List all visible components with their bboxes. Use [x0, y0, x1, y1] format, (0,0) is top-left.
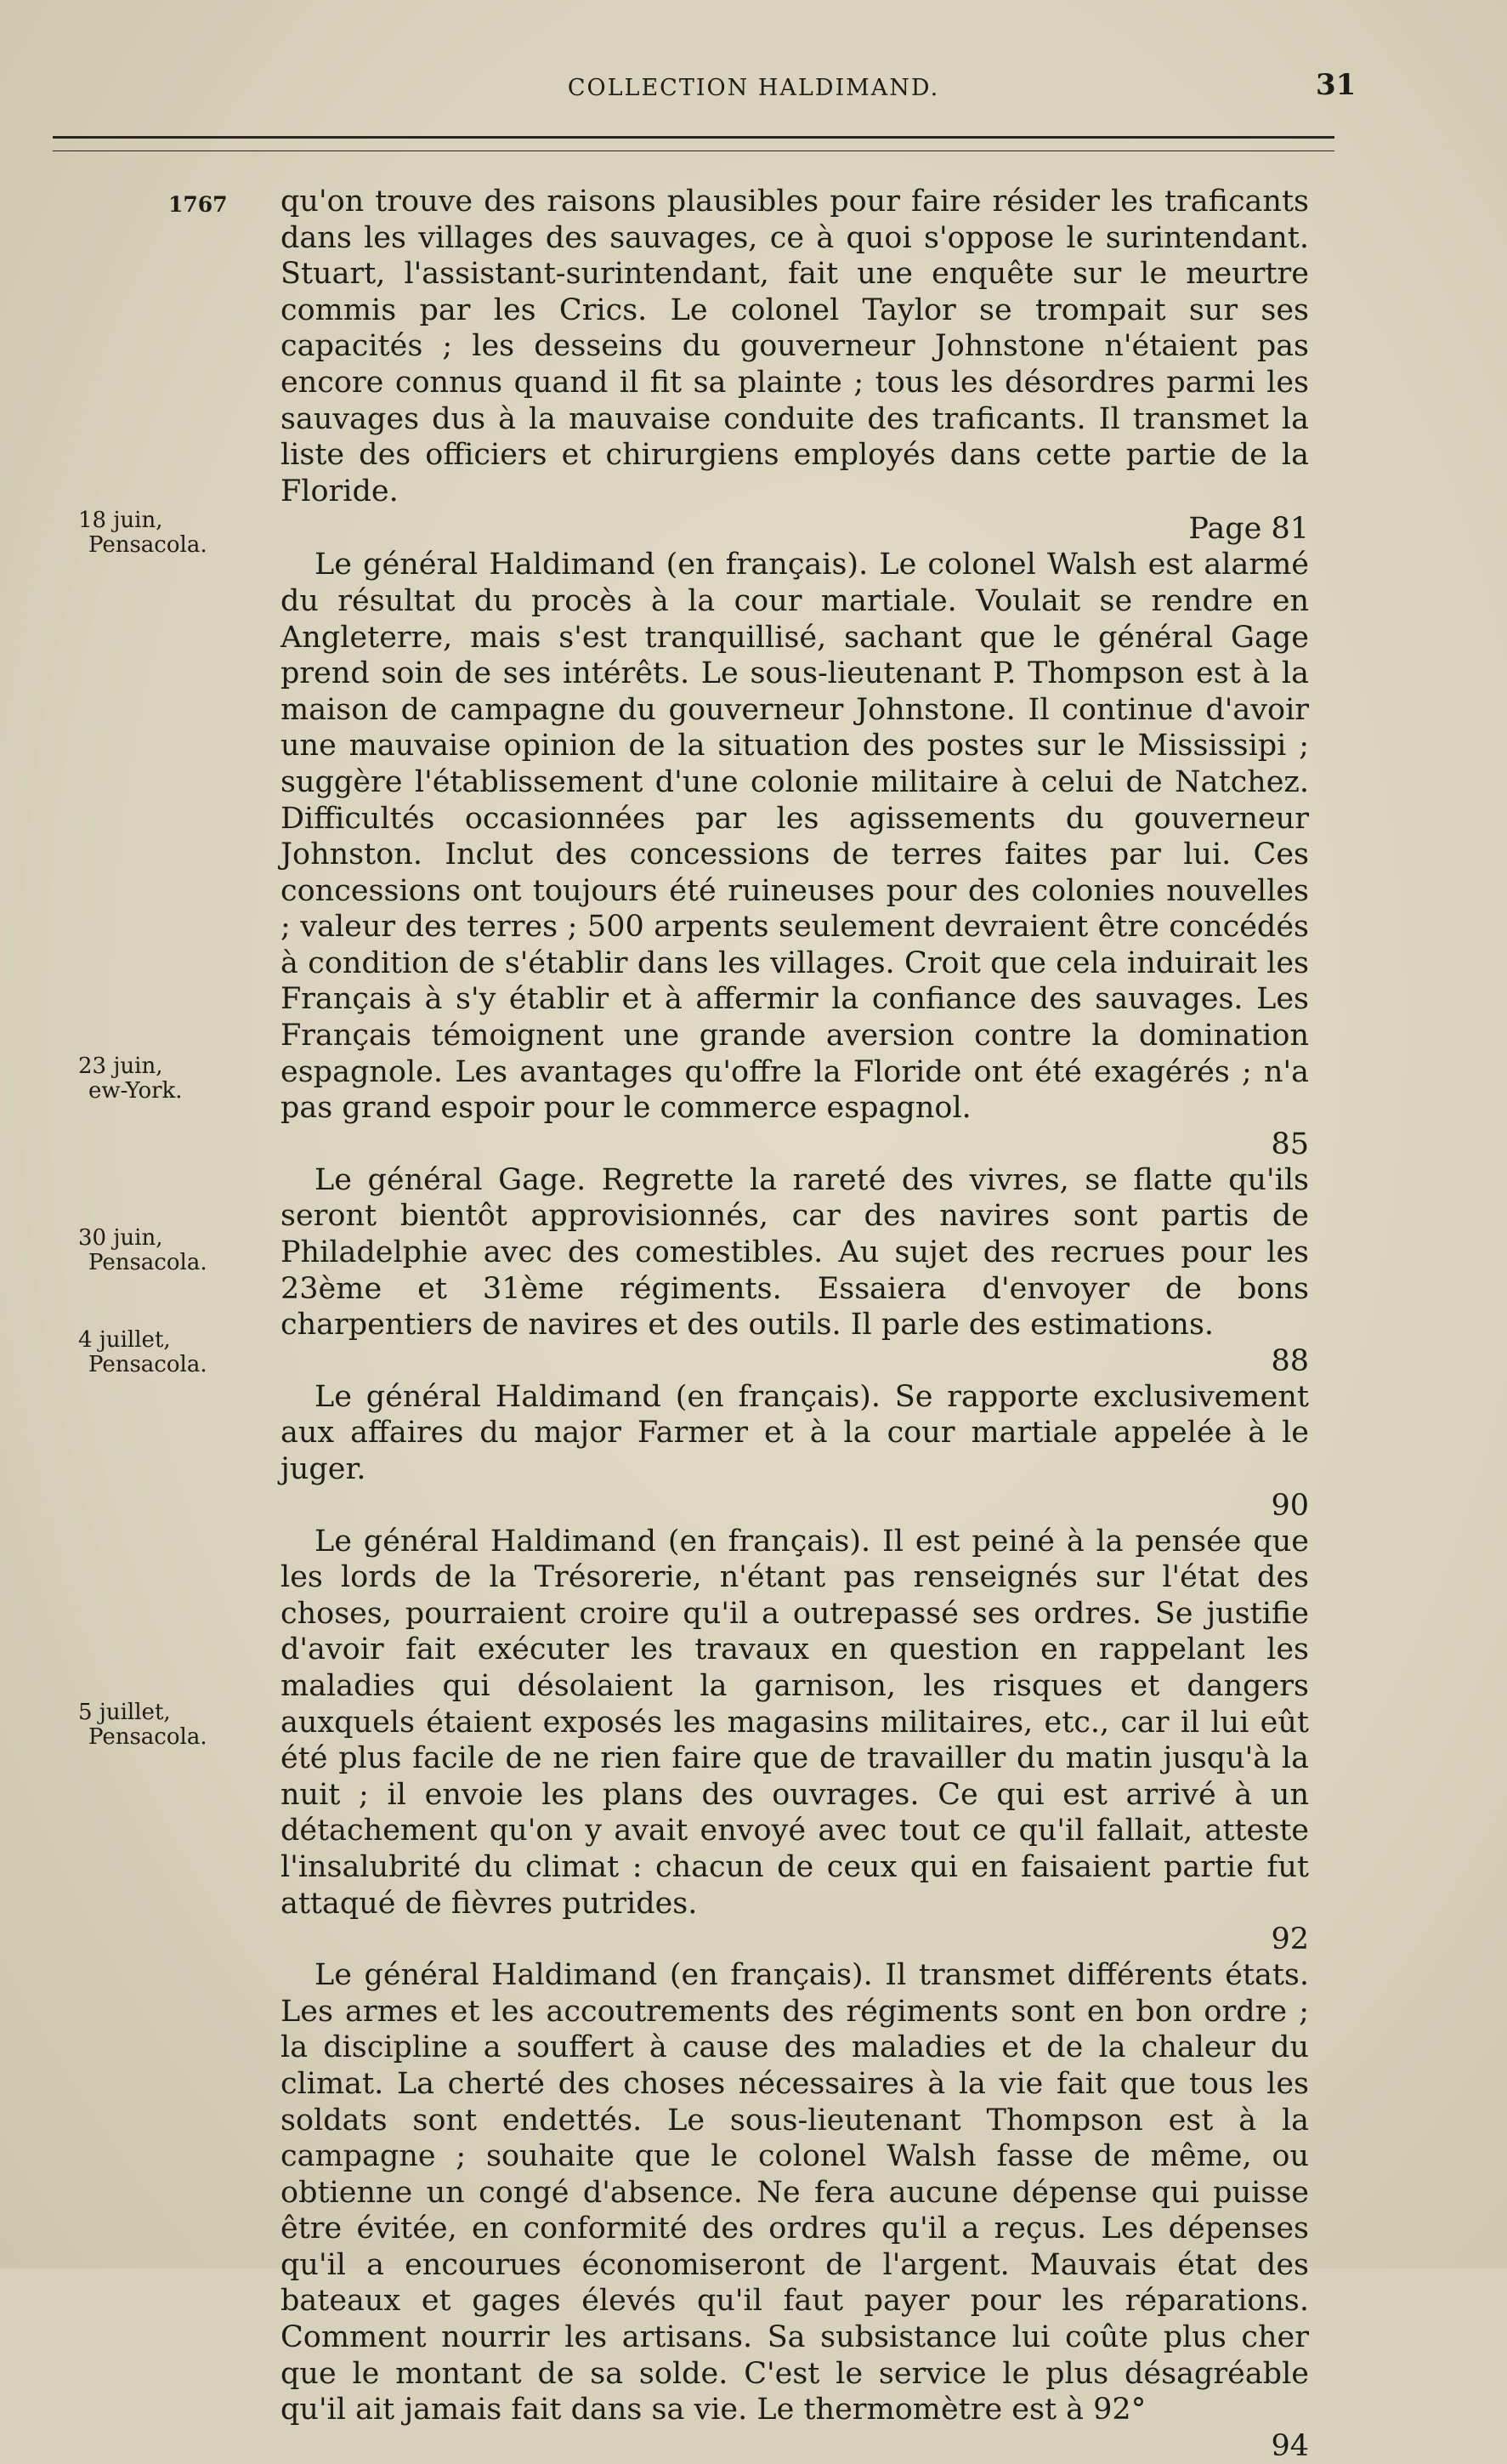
entry-paragraph: Le général Haldimand (en français). Se rapporte exclusivement aux affaires du major Farmer et à la cour martiale appelée à le juger. [280, 1379, 1309, 1486]
calendar-entries [280, 184, 1309, 2464]
page-reference: 94 [1271, 2428, 1309, 2463]
entry-paragraph: Le général Gage. Regrette la rareté des vivres, se flatte qu'ils seront bientôt approvisionnés, car des navires sont partis de Philadelphie avec des comestibles. Au sujet des recrues pour les 23ème et 31ème régiments. Essaiera d'envoyer de bons charpentiers de navires et des outils. Il parle des estimations. [280, 1162, 1309, 1343]
page-reference: 85 [1271, 1127, 1309, 1161]
page-reference: Page 81 [1188, 512, 1309, 547]
margin-place: Pensacola. [88, 1724, 207, 1750]
margin-note-date-place [78, 1226, 248, 1275]
margin-note-date-place [78, 1700, 248, 1750]
entry-paragraph: Le général Haldimand (en français). Il transmet différents états. Les armes et les accoutrements des régiments sont en bon ordre ; la discipline a souffert à cause des maladies et de la chaleur du climat. La cherté des choses nécessaires à la vie fait que tous les soldats sont endettés. Le sous-lieutenant Thompson est à la campagne ; souhaite que le colonel Walsh fasse de même, ou obtienne un congé d'absence. Ne fera aucune dépense qui puisse être évitée, en conformité des ordres qu'il a reçus. Les dépenses qu'il a encourues économiseront de l'argent. Mauvais état des bateaux et gages élevés qu'il faut payer pour les réparations. Comment nourrir les artisans. Sa subsistance lui coûte plus cher que le montant de sa solde. C'est le service le plus désagréable qu'il ait jamais fait dans sa vie. Le thermomètre est à 92° [280, 1958, 1309, 2427]
margin-date: 4 juillet, [78, 1327, 171, 1353]
page-reference: 92 [1271, 1922, 1309, 1957]
entry-paragraph: qu'on trouve des raisons plausibles pour faire résider les traficants dans les villages des sauvages, ce à quoi s'oppose le surintendant. Stuart, l'assistant-surintendant, fait une enquête sur le meurtre commis par les Crics. Le colonel Taylor se trompait sur ses capacités ; les desseins du gouverneur Johnstone n'étaient pas encore connus quand il fit sa plainte ; tous les désordres parmi les sauvages dus à la mauvaise conduite des traficants. Il transmet la liste des officiers et chirurgiens employés dans cette partie de la Floride. [280, 185, 1309, 508]
page-number: 31 [1316, 68, 1357, 102]
margin-date: 5 juillet, [78, 1700, 171, 1725]
margin-date: 30 juin, [78, 1225, 163, 1251]
margin-date: 23 juin, [78, 1053, 163, 1079]
margin-note-date-place [78, 508, 248, 558]
margin-date: 18 juin, [78, 508, 163, 533]
page-reference: 88 [1271, 1343, 1309, 1378]
margin-note-date-place [78, 1328, 248, 1377]
margin-place: Pensacola. [88, 532, 207, 558]
margin-note-date-place [78, 1054, 248, 1104]
header-rule [53, 136, 1334, 151]
margin-year: 1767 [168, 192, 228, 217]
margin-place: ew-York. [88, 1078, 183, 1104]
page-reference: 90 [1271, 1488, 1309, 1523]
entry-paragraph: Le général Haldimand (en français). Le colonel Walsh est alarmé du résultat du procès à la cour martiale. Voulait se rendre en Angleterre, mais s'est tranquillisé, sachant que le général Gage prend soin de ses intérêts. Le sous-lieutenant P. Thompson est à la maison de campagne du gouverneur Johnstone. Il continue d'avoir une mauvaise opinion de la situation des postes sur le Mississipi ; suggère l'établissement d'une colonie militaire à celui de Natchez. Difficultés occasionnées par les agissements du gouverneur Johnston. Inclut des concessions de terres faites par lui. Ces concessions ont toujours été ruineuses pour des colonies nouvelles ; valeur des terres ; 500 arpents seulement devraient être concédés à condition de s'établir dans les villages. Croit que cela induirait les Français à s'y établir et à affermir la confiance des sauvages. Les Français témoignent une grande aversion contre la domination espagnole. Les avantages qu'offre la Floride ont été exagérés ; n'a pas grand espoir pour le commerce espagnol. [280, 548, 1309, 1126]
entry-paragraph: Le général Haldimand (en français). Il est peiné à la pensée que les lords de la Trésorerie, n'étant pas renseignés sur l'état des choses, pourraient croire qu'il a outrepassé ses ordres. Se justifie d'avoir fait exécuter les travaux en question en rappelant les maladies qui désolaient la garnison, les risques et dangers auxquels étaient exposés les magasins militaires, etc., car il lui eût été plus facile de ne rien faire que de travailler du matin jusqu'à la nuit ; il envoie les plans des ouvrages. Ce qui est arrivé à un détachement qu'on y avait envoyé avec tout ce qu'il fallait, atteste l'insalubrité du climat : chacun de ceux qui en faisaient partie fut attaqué de fièvres putrides. [280, 1524, 1309, 1921]
margin-place: Pensacola. [88, 1352, 207, 1377]
margin-place: Pensacola. [88, 1250, 207, 1275]
running-head: COLLECTION HALDIMAND. [567, 75, 940, 101]
